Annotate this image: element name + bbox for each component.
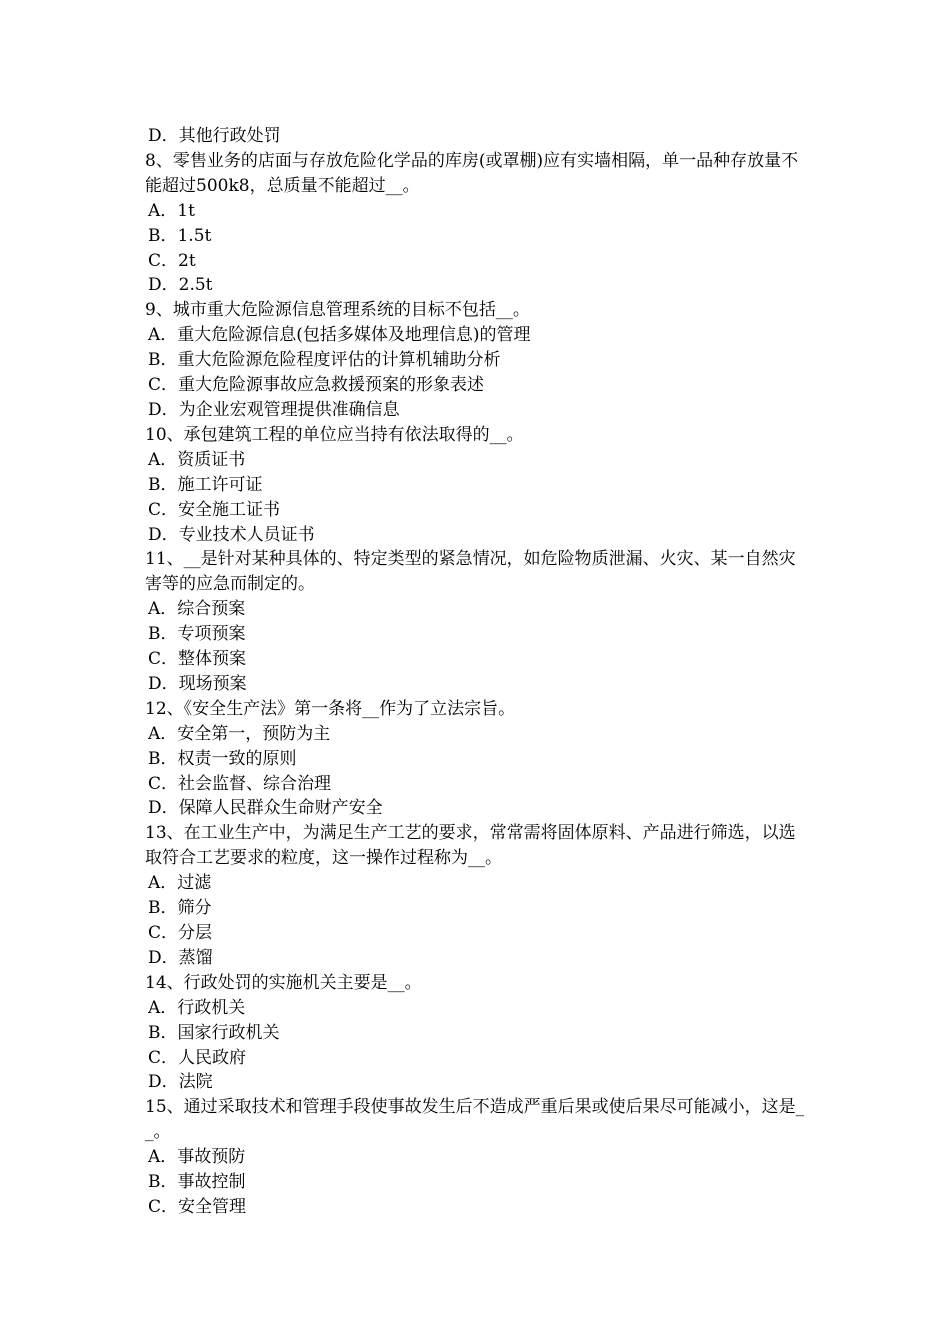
option-13a: A．过滤 (148, 873, 212, 894)
option-10a: A．资质证书 (148, 449, 246, 470)
question-10: 10、承包建筑工程的单位应当持有依法取得的__。 (145, 424, 524, 445)
option-11b: B．专项预案 (148, 624, 246, 645)
option-14b: B．国家行政机关 (148, 1022, 280, 1043)
option-9d: D．为企业宏观管理提供准确信息 (148, 399, 400, 420)
option-10b: B．施工许可证 (148, 474, 263, 495)
option-10c: C．安全施工证书 (148, 499, 281, 520)
question-9: 9、城市重大危险源信息管理系统的目标不包括__。 (145, 300, 530, 321)
option-11d: D．现场预案 (148, 673, 247, 694)
option-11a: A．综合预案 (148, 599, 246, 620)
question-13: 13、在工业生产中，为满足生产工艺的要求，常常需将固体原料、产品进行筛选，以选取符合工艺要求的粒度，这一操作过程称为__。 (145, 823, 796, 869)
option-10d: D．专业技术人员证书 (148, 524, 315, 545)
option-15a: A．事故预防 (148, 1147, 246, 1168)
option-12c: C．社会监督、综合治理 (148, 773, 332, 794)
option-9a: A．重大危险源信息(包括多媒体及地理信息)的管理 (148, 325, 531, 346)
option-12a: A．安全第一，预防为主 (148, 723, 331, 744)
option-14c: C．人民政府 (148, 1047, 247, 1068)
option-8b: B．1.5t (148, 225, 212, 246)
question-14: 14、行政处罚的实施机关主要是__。 (145, 972, 422, 993)
option-7d: D．其他行政处罚 (148, 126, 281, 146)
option-8d: D．2.5t (148, 275, 213, 296)
option-8c: C．2t (148, 250, 196, 271)
option-13c: C．分层 (148, 923, 213, 943)
option-14d: D．法院 (148, 1072, 213, 1093)
question-11: 11、__是针对某种具体的、特定类型的紧急情况，如危险物质泄漏、火灾、某一自然灾害等的应急而制定的。 (145, 549, 796, 595)
option-12b: B．权责一致的原则 (148, 748, 297, 769)
option-9c: C．重大危险源事故应急救援预案的形象表述 (148, 375, 485, 396)
option-13b: B．筛分 (148, 898, 212, 919)
option-12d: D．保障人民群众生命财产安全 (148, 798, 383, 819)
question-15: 15、通过采取技术和管理手段使事故发生后不造成严重后果或使后果尽可能减小，这是__。 (145, 1097, 805, 1143)
option-11c: C．整体预案 (148, 649, 247, 670)
question-list (145, 124, 810, 1220)
question-8: 8、零售业务的店面与存放危险化学品的库房(或罩棚)应有实墙相隔，单一品种存放量不能超过500k8，总质量不能超过__。 (145, 150, 799, 196)
option-8a: A．1t (148, 200, 195, 221)
option-13d: D．蒸馏 (148, 947, 213, 968)
question-12: 12、《安全生产法》第一条将__作为了立法宗旨。 (145, 698, 516, 719)
option-9b: B．重大危险源危险程度评估的计算机辅助分析 (148, 350, 501, 371)
option-14a: A．行政机关 (148, 997, 246, 1018)
option-15c: C．安全管理 (148, 1196, 247, 1217)
option-15b: B．事故控制 (148, 1172, 246, 1193)
